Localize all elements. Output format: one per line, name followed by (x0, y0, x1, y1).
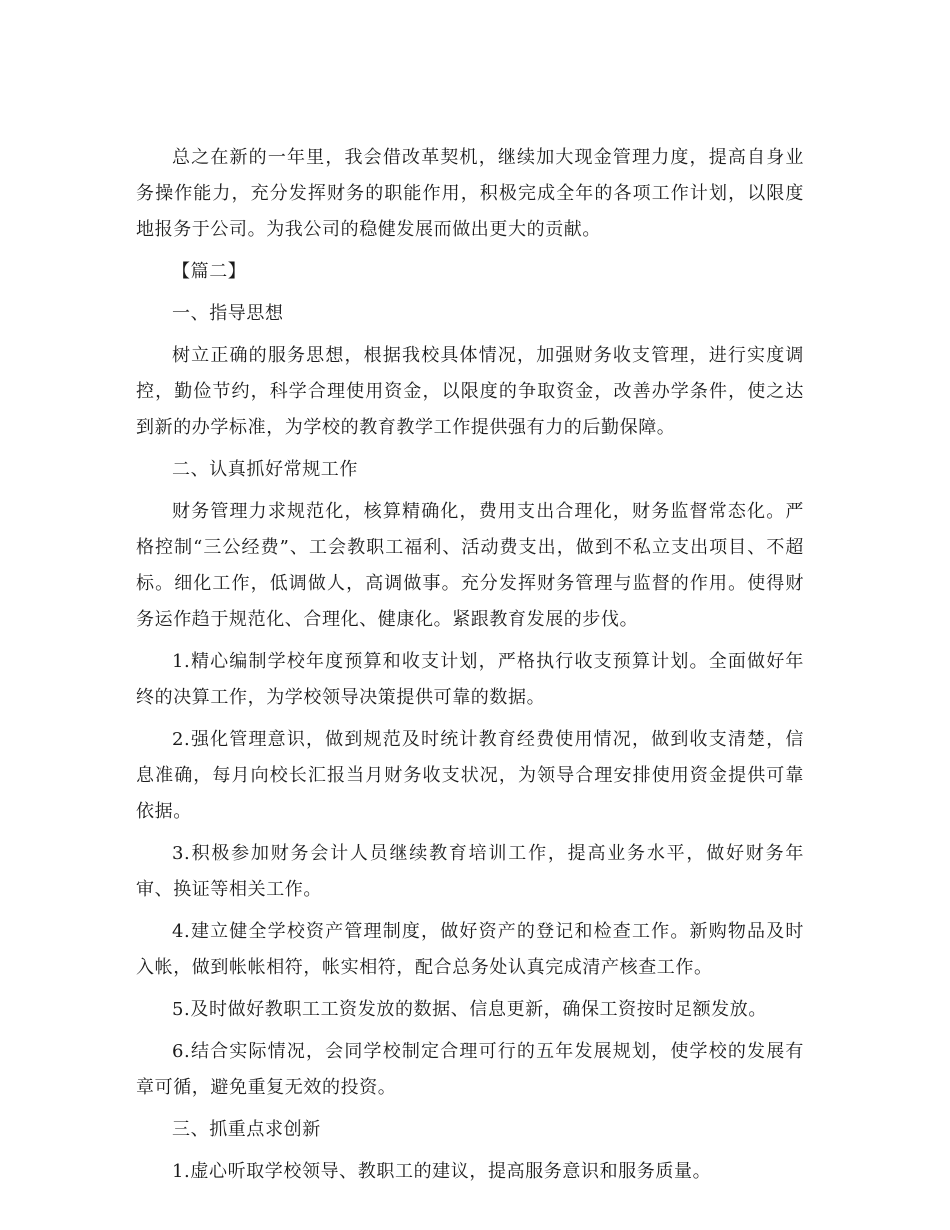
heading-routine-work: 二、认真抓好常规工作 (172, 459, 358, 480)
list-item-5: 5.及时做好教职工工资发放的数据、信息更新，确保工资按时足额发放。 (172, 999, 767, 1020)
document-body (136, 140, 804, 1196)
heading-innovation: 三、抓重点求创新 (172, 1119, 321, 1140)
list-item-3: 3.积极参加财务会计人员继续教育培训工作，提高业务水平，做好财务年审、换证等相关工作。 (136, 843, 804, 900)
list-item-4: 4.建立健全学校资产管理制度，做好资产的登记和检查工作。新购物品及时入帐，做到帐帐相符，帐实相符，配合总务处认真完成清产核查工作。 (136, 921, 804, 978)
section-title-part-two: 【篇二】 (172, 261, 247, 282)
paragraph-routine-work: 财务管理力求规范化，核算精确化，费用支出合理化，财务监督常态化。严格控制“三公经费”、工会教职工福利、活动费支出，做到不私立支出项目、不超标。细化工作，低调做人，高调做事。充分发挥财务管理与监督的作用。使得财务运作趋于规范化、合理化、健康化。紧跟教育发展的步伐。 (136, 501, 804, 630)
heading-guiding-thought: 一、指导思想 (172, 303, 284, 324)
paragraph-guiding-thought: 树立正确的服务思想，根据我校具体情况，加强财务收支管理，进行实度调控，勤俭节约，科学合理使用资金，以限度的争取资金，改善办学条件，使之达到新的办学标准，为学校的教育教学工作提供强有力的后勤保障。 (136, 345, 804, 438)
list-item-6: 6.结合实际情况，会同学校制定合理可行的五年发展规划，使学校的发展有章可循，避免重复无效的投资。 (136, 1041, 804, 1098)
list-item-1: 1.精心编制学校年度预算和收支计划，严格执行收支预算计划。全面做好年终的决算工作，为学校领导决策提供可靠的数据。 (136, 651, 804, 708)
list-item-innovation-1: 1.虚心听取学校领导、教职工的建议，提高服务意识和服务质量。 (172, 1161, 712, 1182)
list-item-2: 2.强化管理意识，做到规范及时统计教育经费使用情况，做到收支清楚，信息准确，每月向校长汇报当月财务收支状况，为领导合理安排使用资金提供可靠依据。 (136, 729, 804, 822)
paragraph-summary: 总之在新的一年里，我会借改革契机，继续加大现金管理力度，提高自身业务操作能力，充分发挥财务的职能作用，积极完成全年的各项工作计划，以限度地报务于公司。为我公司的稳健发展而做出更大的贡献。 (136, 147, 804, 240)
